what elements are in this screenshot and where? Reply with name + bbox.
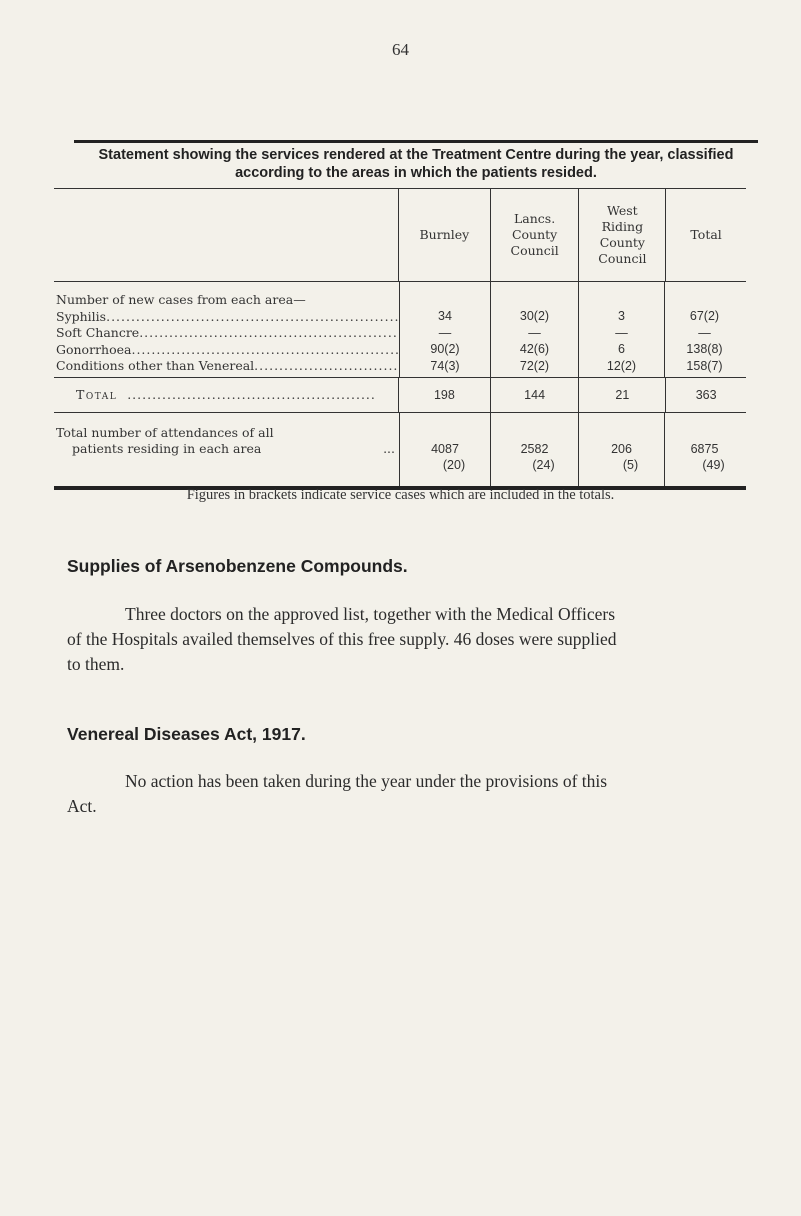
attendances-burnley — [399, 413, 490, 486]
header-lancs — [490, 189, 579, 281]
top-rule — [74, 140, 758, 143]
cell-value: — — [698, 325, 711, 340]
cell-value: — — [528, 325, 541, 340]
paragraph-line: of the Hospitals availed themselves of this free supply. 46 doses were supplied — [67, 629, 617, 649]
label-text: Gonorrhoea — [56, 341, 132, 357]
cell-value: 42(6) — [519, 342, 550, 356]
arsenobenzene-paragraph — [67, 602, 757, 677]
row-label-other-conditions — [56, 358, 399, 375]
header-blank-cell — [54, 189, 398, 281]
total-west-riding: 21 — [578, 378, 665, 412]
vd-act-paragraph — [67, 769, 757, 819]
attendances-west-riding — [578, 413, 664, 486]
section-heading-vd-act: Venereal Diseases Act, 1917. — [67, 724, 306, 744]
row-label-gonorrhoea — [56, 342, 399, 359]
row-label-soft-chancre — [56, 325, 399, 342]
header-line: West — [607, 203, 638, 218]
cell-value: 72(2) — [519, 358, 550, 373]
caption-line-1: Statement showing the services rendered at the Treatment Centre during the year, classified — [98, 147, 734, 163]
cell-value: 4087 — [431, 442, 459, 456]
label-dots: ... — [383, 441, 395, 456]
label-line: Total number of attendances of all — [56, 425, 274, 440]
total-burnley: 198 — [398, 378, 490, 412]
lancs-values — [490, 282, 578, 377]
table-footnote: Figures in brackets indicate service cases which are included in the totals. — [186, 487, 615, 503]
label-text: Syphilis — [56, 308, 107, 324]
header-line: County — [599, 235, 645, 250]
table-header-row — [54, 188, 746, 282]
header-line: Total — [690, 227, 722, 242]
total-label — [54, 378, 398, 412]
cell-value: 90(2) — [430, 342, 460, 356]
row-label-syphilis — [56, 309, 399, 326]
cell-value: 3 — [618, 309, 625, 323]
paragraph-line: to them. — [67, 654, 125, 674]
label-text: Conditions other than Venereal — [56, 358, 255, 373]
label-text: Total — [76, 387, 118, 402]
cell-value: 6875 — [690, 442, 719, 456]
cell-value: 67(2) — [689, 309, 720, 323]
west-riding-values — [578, 282, 664, 377]
section-heading: Number of new cases from each area— — [56, 292, 306, 307]
cell-value: 34 — [438, 309, 452, 323]
new-cases-labels — [54, 282, 399, 377]
attendances-row — [54, 413, 746, 490]
header-line: Burnley — [419, 227, 470, 242]
cell-value: — — [438, 325, 452, 340]
paragraph-line: Three doctors on the approved list, together with the Medical Officers — [125, 604, 616, 624]
new-cases-block — [54, 282, 746, 378]
header-west-riding — [578, 189, 665, 281]
header-total — [665, 189, 746, 281]
total-values — [664, 282, 744, 377]
caption-line-2: according to the areas in which the patients resided. — [235, 165, 597, 181]
header-line: Riding — [601, 219, 644, 234]
cell-value: 206 — [611, 442, 632, 456]
page-number: 64 — [392, 40, 409, 59]
label-text: Soft Chancre — [56, 325, 140, 340]
attendances-label — [54, 413, 399, 486]
total-lancs: 144 — [490, 378, 579, 412]
service-count: (24) — [532, 458, 555, 472]
header-line: Council — [598, 251, 647, 266]
cell-value: 158(7) — [686, 358, 723, 373]
cell-value: 2582 — [520, 442, 549, 456]
header-burnley — [398, 189, 490, 281]
cell-value: 30(2) — [519, 309, 550, 323]
section-heading-arsenobenzene: Supplies of Arsenobenzene Compounds. — [67, 556, 408, 576]
paragraph-line: Act. — [67, 796, 97, 816]
cell-value: 138(8) — [686, 342, 723, 356]
paragraph-line: No action has been taken during the year under the provisions of this — [125, 771, 608, 791]
burnley-values — [399, 282, 490, 377]
attendances-lancs — [490, 413, 578, 486]
header-line: County — [511, 227, 558, 242]
cell-value: 12(2) — [606, 358, 637, 373]
cell-value: 74(3) — [430, 358, 460, 373]
header-line: Lancs. — [514, 211, 556, 226]
header-line: Council — [510, 243, 559, 258]
label-line: patients residing in each area — [72, 441, 262, 456]
total-row — [54, 378, 746, 413]
table-caption — [66, 146, 766, 182]
attendances-total — [664, 413, 744, 486]
service-count: (20) — [442, 458, 466, 472]
service-count: (5) — [622, 458, 639, 472]
total-grand: 363 — [665, 378, 746, 412]
cell-value: 6 — [618, 342, 625, 356]
cell-value: — — [615, 325, 628, 340]
statistics-table — [54, 188, 746, 490]
service-count: (49) — [702, 458, 725, 472]
